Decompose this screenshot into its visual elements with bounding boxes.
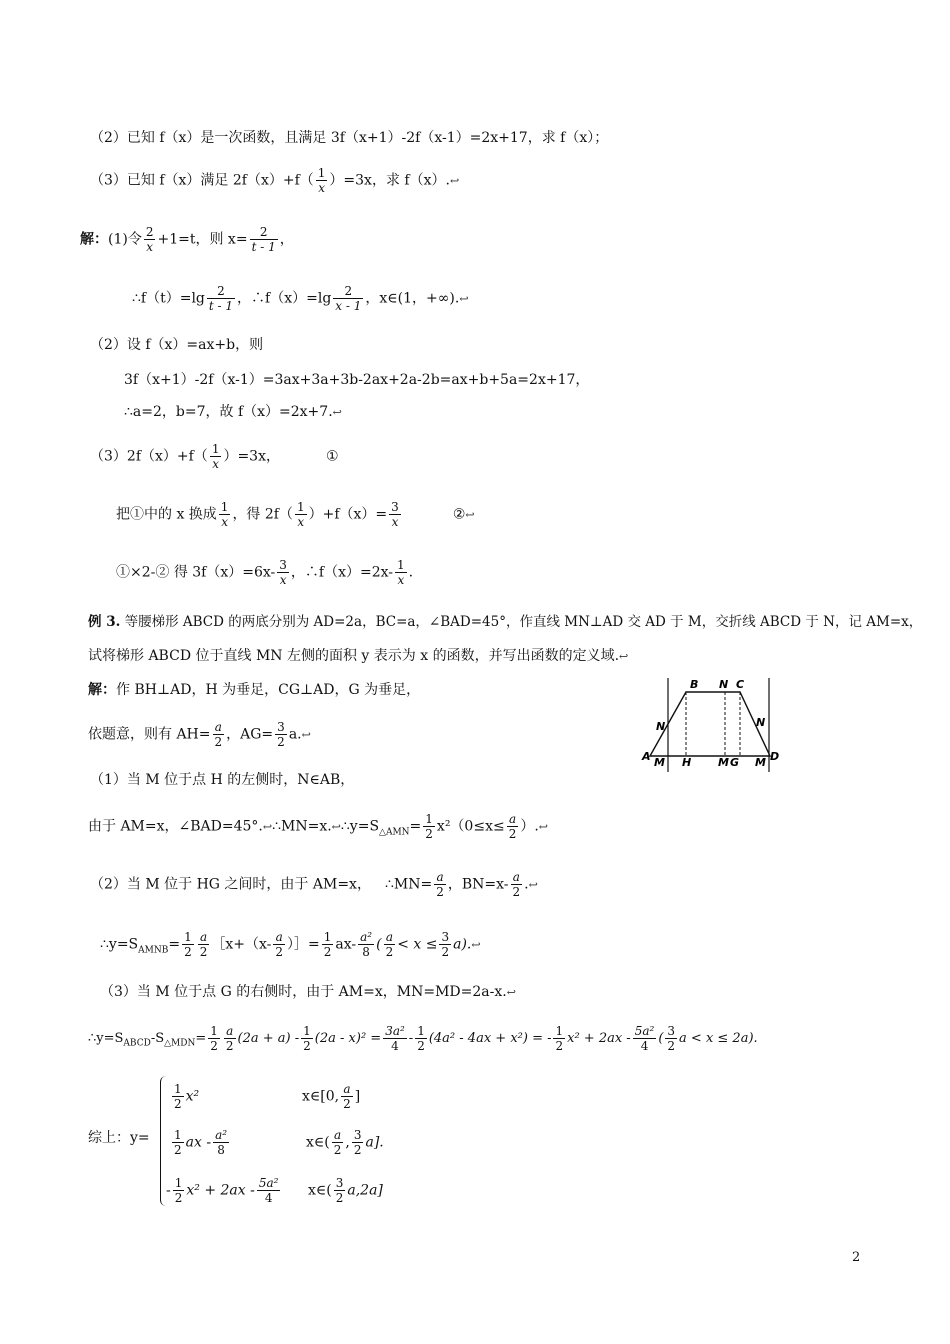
case-2-line-b: $\therefore y=S_{AMNB}=$ $\frac{1}{2}$ $\frac{a}{2}$ ［x+（x- $\frac{a}{2}$ ）］= $\frac{1}{2}$ ax- $\frac{\text{a²}}{8}$ ( $\frac{a}{2}$ < x ≤ $\frac{3}{2}$ a).↩ [100, 930, 481, 959]
piece-3-expr: - $\frac{1}{2}$ x² + 2ax - $\frac{\text{5a²}}{4}$ [166, 1176, 279, 1205]
example-3-line-a: 例 3. 等腰梯形 ABCD 的两底分别为 AD=2a，BC=a，∠BAD=45°，作直线 MN⊥AD 交 AD 于 M，交折线 ABCD 于 N，记 AM=x， [88, 614, 923, 630]
solution-1-line: 解：(1)令 $\frac{2}{x}$ +1=t，则 x= $\frac{2}{t - 1}$ ， [80, 225, 294, 254]
return-mark-icon: ↩ [528, 878, 538, 892]
solution-3-line-a: （3）2f（x）+f（ $\frac{1}{x}$ ）=3x， ① [90, 442, 339, 471]
solution-2-line-b: 3f（x+1）-2f（x-1）=3ax+3a+3b-2ax+2a-2b=ax+b+5a=2x+17， [124, 372, 590, 388]
question-2: （2）已知 f（x）是一次函数，且满足 3f（x+1）-2f（x-1）=2x+17，求 f（x）； [90, 130, 609, 146]
piece-1-domain: x∈[0, $\frac{a}{2}$ ] [302, 1082, 361, 1111]
return-mark-icon: ↩ [538, 820, 549, 834]
case-3-line-b: $\therefore y=S_{ABCD}-S_{\triangle MDN}=$ $\frac{1}{2}$ $\frac{a}{2}$ (2a + a) - $\frac{1}{2}$ (2a - x)² = $\frac{\text{3a²}}{4}$ - $\frac{1}{2}$ (4a² - 4ax + x²) = - $\frac{1}{2}$ x² + 2ax - $\frac{\text{5a²}}{4}$ ( $\frac{3}{2}$ a < x ≤ 2a). [88, 1024, 758, 1053]
label-c: C [736, 678, 745, 691]
return-mark-icon: ↩ [459, 292, 469, 306]
solution-1-result: ∴f（t）=lg $\frac{2}{t - 1}$ ，∴f（x）=lg $\frac{2}{x - 1}$ ，x∈(1，+∞).↩ [132, 284, 469, 313]
summary-label: 综上：y= [88, 1130, 150, 1146]
example-3-solution: 解：作 BH⊥AD，H 为垂足，CG⊥AD，G 为垂足， [88, 682, 421, 698]
label-m-left: M [654, 756, 665, 769]
return-mark-icon: ↩ [449, 174, 460, 188]
label-a: A [642, 750, 651, 763]
solution-2-line-c: ∴a=2，b=7，故 f（x）=2x+7.↩ [124, 404, 342, 420]
return-mark-icon: ↩ [332, 406, 342, 419]
piece-2-domain: x∈( $\frac{a}{2}$ , $\frac{3}{2}$ a]. [306, 1128, 384, 1157]
piece-3-domain: x∈( $\frac{3}{2}$ a,2a] [308, 1176, 383, 1205]
example-3-line-b: 试将梯形 ABCD 位于直线 MN 左侧的面积 y 表示为 x 的函数，并写出函数的定义域.↩ [88, 648, 629, 664]
return-mark-icon: ↩ [619, 650, 629, 663]
case-1-line-b: 由于 AM=x，$\angle BAD=45^\circ.↩\therefore MN=x.↩\therefore y=S_{\triangle AMN}=$ $\frac{1}{2}$ x²（0≤x≤ $\frac{a}{2}$ ）.↩ [88, 812, 549, 841]
piece-1-expr: $\frac{1}{2}$ x² [174, 1082, 200, 1111]
label-n-left: N [656, 720, 666, 733]
piece-2-expr: $\frac{1}{2}$ ax - $\frac{\text{a²}}{8}$ [174, 1128, 228, 1157]
question-3: （3）已知 f（x）满足 2f（x）+f（ $\frac{1}{x}$ ）=3x，求 f（x）.↩ [90, 166, 460, 195]
case-1-line-a: （1）当 M 位于点 H 的左侧时，N∈AB， [90, 772, 355, 788]
label-g: G [730, 756, 740, 769]
label-n-top: N [719, 678, 729, 691]
label-m-mid: M [718, 756, 729, 769]
solution-3-line-c: ①×2-② 得 3f（x）=6x- $\frac{3}{x}$ ，∴f（x）=2x- $\frac{1}{x}$ . [116, 558, 414, 587]
fraction: $\frac{1}{x}$ [317, 166, 326, 195]
page-number: 2 [852, 1250, 861, 1265]
case-3-line-a: （3）当 M 位于点 G 的右侧时，由于 AM=x，MN=MD=2a-x.↩ [100, 984, 516, 1000]
example-3-ah: 依题意，则有 AH= $\frac{a}{2}$ ，AG= $\frac{3}{2}$ a.↩ [88, 720, 311, 749]
return-mark-icon: ↩ [506, 986, 516, 999]
label-h: H [682, 756, 692, 769]
label-b: B [690, 678, 699, 691]
solution-2-line-a: （2）设 f（x）=ax+b，则 [90, 337, 264, 353]
trapezoid-figure [640, 674, 790, 774]
return-mark-icon: ↩ [465, 508, 475, 522]
case-2-line-a: （2）当 M 位于 HG 之间时，由于 AM=x， ∴MN= $\frac{a}{2}$ ，BN=x- $\frac{a}{2}$ .↩ [90, 870, 538, 899]
return-mark-icon: ↩ [301, 728, 311, 742]
label-n-right: N [756, 716, 766, 729]
return-mark-icon: ↩ [471, 938, 481, 952]
label-d: D [770, 750, 780, 763]
label-m-right: M [755, 756, 766, 769]
solution-3-line-b: 把①中的 x 换成 $\frac{1}{x}$ ，得 2f（ $\frac{1}{x}$ ）+f（x）= $\frac{3}{x}$ ②↩ [116, 500, 475, 529]
